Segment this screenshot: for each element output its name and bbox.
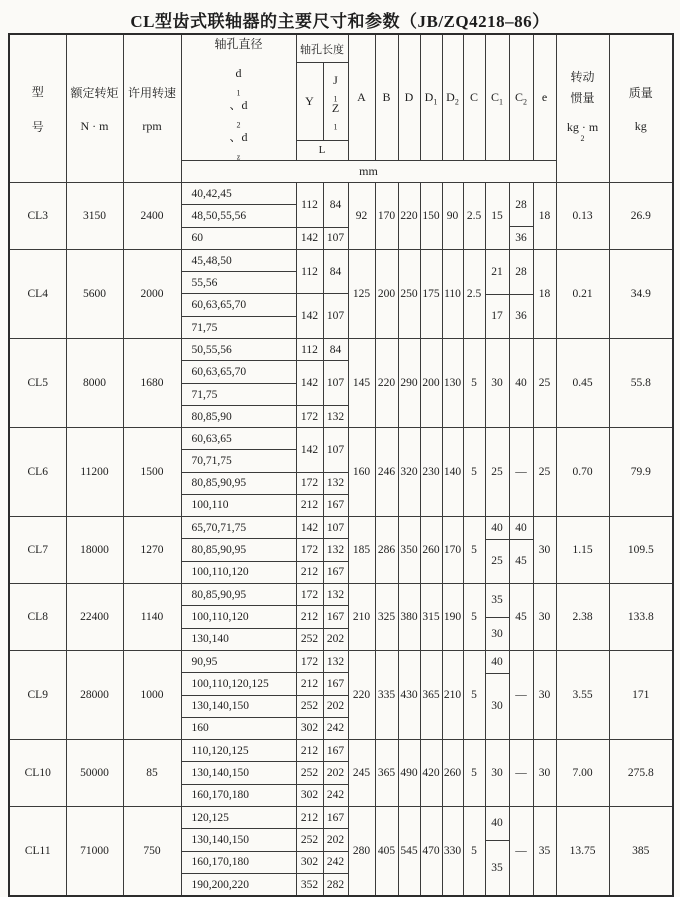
cell-rated-torque: 71000	[66, 807, 123, 897]
cell-dim-d: 545	[398, 807, 420, 897]
cell-bore-diameters: 100,110,120	[181, 606, 296, 628]
cell-allowable-speed: 85	[123, 740, 181, 807]
cell-dim-d1: 150	[420, 183, 442, 250]
cell-inertia: 2.38	[556, 584, 609, 651]
header-inertia-unit: kg · m $^2$	[566, 119, 599, 143]
cell-dim-e: 18	[533, 250, 556, 339]
cell-bore-diameters: 55,56	[181, 272, 296, 294]
cell-bore-diameters: 160,170,180	[181, 851, 296, 873]
cell-dim-d1: 175	[420, 250, 442, 339]
cell-allowable-speed: 1680	[123, 339, 181, 428]
cell-length-j1z1: 167	[323, 673, 348, 695]
cell-length-y: 142	[296, 361, 323, 406]
cell-dim-e: 18	[533, 183, 556, 250]
cell-model: CL10	[9, 740, 66, 807]
cell-dim-b: 335	[375, 651, 398, 740]
cell-length-y: 252	[296, 762, 323, 784]
cell-dim-d2: 90	[442, 183, 463, 250]
cell-dim-c2-segment: 40	[510, 517, 533, 540]
cell-rated-torque: 5600	[66, 250, 123, 339]
cell-length-y: 142	[296, 517, 323, 539]
cell-length-j1z1: 132	[323, 651, 348, 673]
cell-bore-diameters: 120,125	[181, 807, 296, 829]
cell-dim-a: 210	[348, 584, 375, 651]
cell-mass: 34.9	[609, 250, 673, 339]
cell-dim-c2	[509, 250, 533, 339]
cell-dim-b: 246	[375, 428, 398, 517]
cell-length-y: 252	[296, 695, 323, 717]
cell-rated-torque: 3150	[66, 183, 123, 250]
header-unit-mm: mm	[181, 161, 556, 183]
cell-length-y: 212	[296, 606, 323, 628]
cell-length-j1z1: 107	[323, 227, 348, 249]
cell-rated-torque: 8000	[66, 339, 123, 428]
header-mass	[609, 34, 673, 183]
cell-dim-b: 286	[375, 517, 398, 584]
cell-dim-c2-segment: 28	[510, 183, 533, 227]
cell-dim-e: 25	[533, 428, 556, 517]
cell-bore-diameters: 100,110	[181, 494, 296, 516]
cell-bore-diameters: 130,140,150	[181, 695, 296, 717]
cell-allowable-speed: 1140	[123, 584, 181, 651]
cell-length-j1z1: 202	[323, 829, 348, 851]
cell-length-j1z1: 107	[323, 517, 348, 539]
cell-dim-c: 2.5	[463, 183, 485, 250]
cell-inertia: 3.55	[556, 651, 609, 740]
cell-bore-diameters: 110,120,125	[181, 740, 296, 762]
header-inertia-line1: 转动	[570, 69, 595, 84]
header-mass-label: 质量	[628, 85, 653, 100]
cell-length-j1z1: 84	[323, 339, 348, 361]
cell-bore-diameters: 160	[181, 717, 296, 739]
cell-dim-c: 2.5	[463, 250, 485, 339]
cell-rated-torque: 11200	[66, 428, 123, 517]
header-length-y: Y	[296, 63, 323, 141]
cell-model: CL4	[9, 250, 66, 339]
cell-length-y: 112	[296, 183, 323, 228]
header-allowable-speed	[123, 34, 181, 183]
cell-bore-diameters: 60,63,65	[181, 428, 296, 450]
cell-dim-d2: 210	[442, 651, 463, 740]
cell-dim-c2-segment: 40	[515, 377, 527, 389]
table-row	[9, 651, 673, 673]
cell-length-j1z1: 107	[323, 428, 348, 473]
cell-dim-d2: 260	[442, 740, 463, 807]
cell-rated-torque: 18000	[66, 517, 123, 584]
cell-bore-diameters: 90,95	[181, 651, 296, 673]
cell-dim-c1-segment: 21	[486, 250, 509, 295]
cell-dim-d2: 130	[442, 339, 463, 428]
cell-dim-c1-segment: 35	[491, 861, 503, 874]
cell-rated-torque: 50000	[66, 740, 123, 807]
cell-dim-c2-segment: —	[515, 767, 527, 779]
cell-dim-c: 5	[463, 584, 485, 651]
cell-length-j1z1: 242	[323, 717, 348, 739]
cell-length-j1z1: 107	[323, 294, 348, 339]
cell-bore-diameters: 100,110,120,125	[181, 673, 296, 695]
cell-bore-diameters: 160,170,180	[181, 784, 296, 806]
cell-dim-d: 430	[398, 651, 420, 740]
cell-bore-diameters: 80,85,90,95	[181, 584, 296, 606]
cell-dim-d: 490	[398, 740, 420, 807]
header-dim-d1: $D_1$	[420, 34, 442, 161]
cell-dim-e: 35	[533, 807, 556, 897]
cell-dim-c1-segment: 40	[486, 651, 509, 674]
cell-dim-d1: 260	[420, 517, 442, 584]
cell-dim-c1	[485, 807, 509, 897]
cell-dim-a: 220	[348, 651, 375, 740]
cell-length-y: 302	[296, 717, 323, 739]
cell-inertia: 13.75	[556, 807, 609, 897]
cell-dim-c1-segment: 30	[491, 700, 503, 713]
cell-length-j1z1: 282	[323, 874, 348, 896]
cell-bore-diameters: 48,50,55,56	[181, 205, 296, 227]
cell-bore-diameters: 50,55,56	[181, 339, 296, 361]
cell-model: CL5	[9, 339, 66, 428]
header-model-line1: 型	[31, 84, 44, 99]
cell-dim-c1-segment: 30	[491, 767, 503, 779]
header-bore-length: 轴孔长度	[296, 34, 348, 63]
cell-length-j1z1: 167	[323, 740, 348, 762]
cell-dim-d2: 190	[442, 584, 463, 651]
cell-dim-a: 145	[348, 339, 375, 428]
cell-length-j1z1: 84	[323, 250, 348, 294]
header-speed-label: 许用转速	[127, 85, 176, 100]
header-bore-diameter	[181, 34, 296, 161]
cell-dim-d2: 330	[442, 807, 463, 897]
cell-dim-c2	[509, 183, 533, 250]
table-row	[9, 740, 673, 762]
cell-bore-diameters: 71,75	[181, 317, 296, 339]
cell-mass: 79.9	[609, 428, 673, 517]
cell-bore-diameters: 130,140	[181, 628, 296, 650]
header-j1: J $_1$	[333, 73, 338, 104]
cell-length-j1z1: 167	[323, 561, 348, 583]
header-inertia-line2: 惯量	[570, 90, 595, 105]
cell-dim-c: 5	[463, 740, 485, 807]
cell-length-y: 172	[296, 406, 323, 428]
cell-dim-d1: 420	[420, 740, 442, 807]
cell-length-y: 212	[296, 807, 323, 829]
cell-dim-c2	[509, 584, 533, 651]
cell-dim-c1	[485, 183, 509, 250]
cell-dim-c: 5	[463, 807, 485, 897]
cell-length-y: 112	[296, 339, 323, 361]
cell-length-y: 212	[296, 673, 323, 695]
cell-dim-c2-segment: —	[515, 689, 527, 701]
cell-dim-d: 350	[398, 517, 420, 584]
cell-dim-b: 170	[375, 183, 398, 250]
cell-mass: 55.8	[609, 339, 673, 428]
table-row	[9, 339, 673, 361]
header-torque-unit: N · m	[80, 118, 109, 133]
header-speed-unit: rpm	[142, 118, 162, 133]
header-dim-d: D	[398, 34, 420, 161]
cell-model: CL8	[9, 584, 66, 651]
cell-length-y: 112	[296, 250, 323, 294]
cell-dim-c1-segment: 35	[486, 584, 509, 618]
table-row	[9, 807, 673, 829]
header-bore-diameter-title: 轴孔直径	[214, 37, 263, 51]
cell-dim-e: 25	[533, 339, 556, 428]
cell-length-j1z1: 84	[323, 183, 348, 228]
cell-length-y: 212	[296, 561, 323, 583]
cell-dim-d1: 365	[420, 651, 442, 740]
cell-inertia: 0.13	[556, 183, 609, 250]
cell-dim-d1: 470	[420, 807, 442, 897]
cell-length-y: 302	[296, 851, 323, 873]
cell-mass: 275.8	[609, 740, 673, 807]
cell-length-j1z1: 202	[323, 695, 348, 717]
cell-length-y: 212	[296, 740, 323, 762]
cell-dim-d2: 140	[442, 428, 463, 517]
cell-allowable-speed: 750	[123, 807, 181, 897]
header-dim-a: A	[348, 34, 375, 161]
cell-dim-c2	[509, 339, 533, 428]
table-row	[9, 584, 673, 606]
header-model	[9, 34, 66, 183]
cell-length-y: 172	[296, 539, 323, 561]
cell-dim-d: 320	[398, 428, 420, 517]
cell-mass: 26.9	[609, 183, 673, 250]
cell-dim-d2: 170	[442, 517, 463, 584]
header-dim-c: C	[463, 34, 485, 161]
cell-mass: 171	[609, 651, 673, 740]
cell-dim-c: 5	[463, 428, 485, 517]
dimensions-table	[8, 33, 674, 897]
cell-dim-d1: 230	[420, 428, 442, 517]
cell-dim-e: 30	[533, 651, 556, 740]
cell-inertia: 1.15	[556, 517, 609, 584]
cell-mass: 109.5	[609, 517, 673, 584]
cell-dim-c1-segment: 25	[491, 466, 503, 478]
page-title: CL型齿式联轴器的主要尺寸和参数（JB/ZQ4218–86）	[130, 12, 550, 31]
cell-inertia: 0.21	[556, 250, 609, 339]
cell-length-j1z1: 242	[323, 851, 348, 873]
header-rated-torque	[66, 34, 123, 183]
header-model-line2: 号	[31, 119, 44, 134]
cell-dim-d1: 315	[420, 584, 442, 651]
cell-dim-c2	[509, 807, 533, 897]
cell-dim-e: 30	[533, 517, 556, 584]
header-dim-c1: $C_1$	[485, 34, 509, 161]
cell-length-j1z1: 167	[323, 807, 348, 829]
header-inertia	[556, 34, 609, 183]
cell-length-j1z1: 202	[323, 762, 348, 784]
cell-bore-diameters: 190,200,220	[181, 874, 296, 896]
cell-length-y: 172	[296, 584, 323, 606]
cell-bore-diameters: 130,140,150	[181, 829, 296, 851]
cell-dim-b: 405	[375, 807, 398, 897]
table-row	[9, 517, 673, 539]
cell-dim-c1-segment: 30	[491, 377, 503, 389]
cell-dim-c2-segment: —	[515, 845, 527, 857]
cell-dim-b: 220	[375, 339, 398, 428]
cell-dim-c1	[485, 584, 509, 651]
cell-length-j1z1: 167	[323, 606, 348, 628]
cell-bore-diameters: 80,85,90,95	[181, 539, 296, 561]
header-mass-unit: kg	[634, 118, 647, 133]
cell-dim-c2-segment: —	[515, 466, 527, 478]
cell-dim-d: 220	[398, 183, 420, 250]
cell-dim-c2-segment: 45	[515, 555, 527, 568]
cell-dim-c: 5	[463, 651, 485, 740]
cell-dim-a: 125	[348, 250, 375, 339]
cell-length-y: 352	[296, 874, 323, 896]
cell-model: CL6	[9, 428, 66, 517]
cell-model: CL3	[9, 183, 66, 250]
cell-dim-b: 325	[375, 584, 398, 651]
cell-bore-diameters: 100,110,120	[181, 561, 296, 583]
cell-dim-a: 245	[348, 740, 375, 807]
cell-length-j1z1: 132	[323, 539, 348, 561]
cell-dim-c1	[485, 740, 509, 807]
cell-dim-c1	[485, 339, 509, 428]
cell-dim-d2: 110	[442, 250, 463, 339]
header-dim-b: B	[375, 34, 398, 161]
cell-dim-d1: 200	[420, 339, 442, 428]
cell-dim-c1-segment: 25	[491, 555, 503, 568]
cell-bore-diameters: 45,48,50	[181, 250, 296, 272]
cell-dim-c2-segment: 36	[515, 232, 527, 245]
cell-bore-diameters: 40,42,45	[181, 183, 296, 205]
cell-bore-diameters: 60,63,65,70	[181, 361, 296, 384]
header-dim-c2: $C_2$	[509, 34, 533, 161]
cell-bore-diameters: 60,63,65,70	[181, 294, 296, 317]
cell-model: CL9	[9, 651, 66, 740]
cell-length-y: 172	[296, 472, 323, 494]
table-row	[9, 183, 673, 205]
cell-rated-torque: 22400	[66, 584, 123, 651]
cell-dim-c1-segment: 40	[486, 807, 509, 841]
cell-bore-diameters: 60	[181, 227, 296, 249]
cell-dim-a: 185	[348, 517, 375, 584]
cell-dim-c1	[485, 250, 509, 339]
cell-dim-a: 160	[348, 428, 375, 517]
cell-bore-diameters: 71,75	[181, 384, 296, 406]
cell-dim-c2-segment: 36	[515, 310, 527, 323]
cell-bore-diameters: 65,70,71,75	[181, 517, 296, 539]
cell-length-y: 212	[296, 494, 323, 516]
cell-dim-c: 5	[463, 517, 485, 584]
cell-dim-c1-segment: 15	[491, 210, 503, 222]
cell-mass: 385	[609, 807, 673, 897]
table-row	[9, 428, 673, 450]
cell-mass: 133.8	[609, 584, 673, 651]
cell-dim-d: 380	[398, 584, 420, 651]
cell-length-y: 302	[296, 784, 323, 806]
cell-dim-c1-segment: 30	[491, 627, 503, 640]
cell-length-j1z1: 132	[323, 406, 348, 428]
header-dim-e: e	[533, 34, 556, 161]
cell-length-j1z1: 132	[323, 472, 348, 494]
cell-dim-b: 365	[375, 740, 398, 807]
cell-dim-c1	[485, 428, 509, 517]
cell-inertia: 0.45	[556, 339, 609, 428]
cell-length-j1z1: 167	[323, 494, 348, 516]
cell-dim-c2-segment: 28	[510, 250, 533, 295]
cell-length-y: 142	[296, 428, 323, 473]
cell-length-y: 142	[296, 294, 323, 339]
cell-allowable-speed: 1000	[123, 651, 181, 740]
cell-length-j1z1: 132	[323, 584, 348, 606]
cell-dim-c2	[509, 651, 533, 740]
cell-dim-c2-segment: 45	[515, 611, 527, 623]
cell-dim-c1	[485, 517, 509, 584]
cell-length-y: 252	[296, 628, 323, 650]
cell-dim-b: 200	[375, 250, 398, 339]
cell-dim-c2	[509, 517, 533, 584]
cell-rated-torque: 28000	[66, 651, 123, 740]
cell-dim-c2	[509, 428, 533, 517]
cell-allowable-speed: 1500	[123, 428, 181, 517]
cell-length-j1z1: 242	[323, 784, 348, 806]
cell-length-j1z1: 107	[323, 361, 348, 406]
cell-allowable-speed: 1270	[123, 517, 181, 584]
cell-bore-diameters: 80,85,90,95	[181, 472, 296, 494]
cell-length-y: 142	[296, 227, 323, 249]
cell-bore-diameters: 80,85,90	[181, 406, 296, 428]
cell-dim-a: 280	[348, 807, 375, 897]
cell-dim-c: 5	[463, 339, 485, 428]
cell-dim-d: 290	[398, 339, 420, 428]
header-torque-label: 额定转矩	[70, 85, 119, 100]
cell-model: CL7	[9, 517, 66, 584]
cell-allowable-speed: 2000	[123, 250, 181, 339]
cell-dim-c1	[485, 651, 509, 740]
cell-dim-e: 30	[533, 740, 556, 807]
header-dim-d2: $D_2$	[442, 34, 463, 161]
cell-dim-d: 250	[398, 250, 420, 339]
cell-length-j1z1: 202	[323, 628, 348, 650]
cell-dim-c1-segment: 17	[491, 310, 503, 323]
cell-length-y: 172	[296, 651, 323, 673]
cell-model: CL11	[9, 807, 66, 897]
cell-dim-c1-segment: 40	[486, 517, 509, 540]
cell-length-y: 252	[296, 829, 323, 851]
cell-inertia: 0.70	[556, 428, 609, 517]
cell-allowable-speed: 2400	[123, 183, 181, 250]
header-bore-diameter-formula: d $_1$ 、d $_2$ 、d $_z$	[229, 66, 248, 161]
cell-dim-e: 30	[533, 584, 556, 651]
cell-dim-c2	[509, 740, 533, 807]
header-z1: Z $_1$	[331, 101, 340, 132]
cell-bore-diameters: 70,71,75	[181, 450, 296, 472]
header-length-j1z1	[323, 63, 348, 141]
table-row	[9, 250, 673, 272]
cell-dim-a: 92	[348, 183, 375, 250]
header-length-l: L	[296, 140, 348, 160]
cell-bore-diameters: 130,140,150	[181, 762, 296, 784]
cell-inertia: 7.00	[556, 740, 609, 807]
